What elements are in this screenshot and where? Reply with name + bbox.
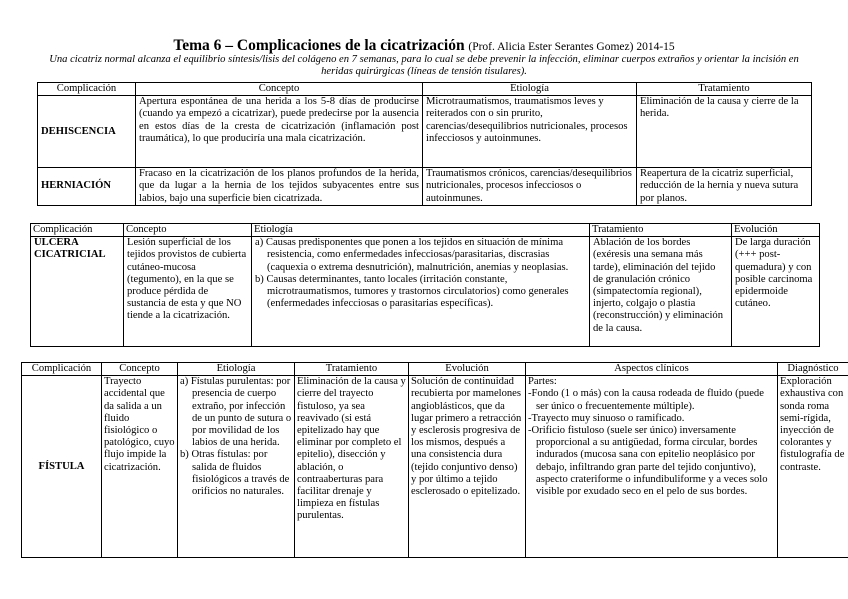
- table-row: [38, 168, 812, 206]
- tratamiento-cell: Eliminación de la causa y cierre de la herida.: [637, 96, 812, 168]
- header-concepto: Concepto: [136, 83, 423, 96]
- table-header-row: [31, 224, 820, 237]
- complication-name: ÚLCERA CICATRICIAL: [31, 237, 124, 347]
- etiologia-cell: [178, 376, 295, 558]
- table-row: [31, 237, 820, 347]
- etiologia-item-b: b) Causas determinantes, tanto locales (irritación constante, microtraumatismos, tumores y trastornos circulatorios) como generales (enfermedades infecciosas o parasitarias específicas).: [255, 273, 569, 310]
- header-tratamiento: Tratamiento: [590, 224, 732, 237]
- table-row: [38, 96, 812, 168]
- aspectos-item: -Trayecto muy sinuoso o ramificado.: [528, 412, 685, 424]
- table-fistula: [21, 362, 848, 558]
- aspectos-item: -Fondo (1 o más) con la causa rodeada de fluido (puede ser único o frecuentemente múltiple).: [528, 388, 764, 412]
- header-diagnostico: Diagnóstico: [778, 363, 848, 376]
- etiologia-cell: [252, 237, 590, 347]
- tratamiento-cell: Eliminación de la causa y cierre del trayecto fistuloso, ya sea reavivado (si está epitelizado hay que eliminar por completo el epitelio), disección y ablación, o contraaberturas para facilitar drenaje y limpieza en fístulas purulentas.: [295, 376, 409, 558]
- table-row: [22, 376, 848, 558]
- diagnostico-cell: Exploración exhaustiva con sonda roma semi-rígida, inyección de colorantes y fistulografía de contraste.: [778, 376, 848, 558]
- aspectos-intro: Partes:: [528, 376, 557, 388]
- header-complicacion: Complicación: [38, 83, 136, 96]
- etiologia-cell: Traumatismos crónicos, carencias/desequilibrios nutricionales, procesos infecciosos o autoinmunes.: [423, 168, 637, 206]
- header-concepto: Concepto: [102, 363, 178, 376]
- concepto-cell: Apertura espontánea de una herida a los 5-8 días de producirse (cuando ya empezó a cicatrizar), puede predecirse por la ausencia en estos días de la cresta de cicatrización (inflamación post traumática), lo que produciría una mala cicatrización.: [136, 96, 423, 168]
- etiologia-item-a: a) Causas predisponentes que ponen a los tejidos en situación de mínima resistencia, como enfermedades infecciosas/parasitarias, discrasias (caquexia o extrema desnutrición), malnutrición, anemias y neoplasias.: [255, 237, 569, 273]
- concepto-cell: Trayecto accidental que da salida a un fluido fisiológico o patológico, cuyo flujo impide la cicatrización.: [102, 376, 178, 558]
- etiologia-item-b: b) Otras fístulas: por salida de fluidos fisiológicos a través de orificios no naturales.: [180, 449, 290, 498]
- concepto-cell: Lesión superficial de los tejidos provistos de cubierta cutáneo-mucosa (tegumento), en la que se produce pérdida de sustancia de esta y que NO tiende a la cicatrización.: [124, 237, 252, 347]
- aspectos-item: -Orificio fistuloso (suele ser único) inversamente proporcional a su antigüedad, forma circular, bordes indurados (mucosa sana con epitelio neoplásico por debajo, infiltrando gran parte del tejido conjuntivo), aspecto crateriforme o infundibuliforme y a veces solo visible por exudado seco en el pelo de sus bordes.: [528, 425, 768, 498]
- concepto-cell: Fracaso en la cicatrización de los planos profundos de la herida, que da lugar a la hernia de los tejidos subyacentes entre sus labios, bajo una superficie bien cicatrizada.: [136, 168, 423, 206]
- table-dehiscencia-herniacion: [37, 82, 812, 206]
- title-text: Tema 6 – Complicaciones de la cicatrización: [173, 37, 465, 54]
- evolucion-cell: De larga duración (+++ post-quemadura) y con posible carcinoma epidermoide cutáneo.: [732, 237, 820, 347]
- table-header-row: [38, 83, 812, 96]
- page-title: [0, 38, 848, 55]
- complication-name: DEHISCENCIA: [38, 96, 136, 168]
- table-ulcera: [30, 223, 820, 347]
- header-tratamiento: Tratamiento: [295, 363, 409, 376]
- complication-name: FÍSTULA: [22, 376, 102, 558]
- aspectos-clinicos-cell: [526, 376, 778, 558]
- author-text: (Prof. Alicia Ester Serantes Gomez) 2014-15: [468, 41, 675, 53]
- header-tratamiento: Tratamiento: [637, 83, 812, 96]
- header-evolucion: Evolución: [732, 224, 820, 237]
- etiologia-cell: Microtraumatismos, traumatismos leves y reiterados con o sin prurito, carencias/desequilibrios nutricionales, procesos infecciosos y autoinmunes.: [423, 96, 637, 168]
- tratamiento-cell: Reapertura de la cicatriz superficial, reducción de la hernia y nueva sutura por planos.: [637, 168, 812, 206]
- tratamiento-cell: Ablación de los bordes (exéresis una semana más tarde), eliminación del tejido de granulación crónico (simpatectomía regional), injerto, colgajo o plastia (reconstrucción) y eliminación de la causa.: [590, 237, 732, 347]
- header-aspectos-clinicos: Aspectos clínicos: [526, 363, 778, 376]
- etiologia-item-a: a) Fístulas purulentas: por presencia de cuerpo extraño, por infección de un punto de sutura o por movilidad de los labios de una herida.: [180, 376, 292, 449]
- header-evolucion: Evolución: [409, 363, 526, 376]
- header-complicacion: Complicación: [31, 224, 124, 237]
- header-complicacion: Complicación: [22, 363, 102, 376]
- subtitle: Una cicatriz normal alcanza el equilibrio síntesis/lisis del colágeno en 7 semanas, para lo cual se debe prevenir la infección, eliminar cuerpos extraños y orientar la incisión en heridas quirúrgicas (líneas de tensión tisulares).: [49, 54, 799, 77]
- header-etiologia: Etiología: [252, 224, 590, 237]
- header-etiologia: Etiología: [178, 363, 295, 376]
- header-etiologia: Etiología: [423, 83, 637, 96]
- header-concepto: Concepto: [124, 224, 252, 237]
- evolucion-cell: Solución de continuidad recubierta por mamelones angioblásticos, que da lugar primero a retracción y esclerosis progresiva de los mismos, después a una consistencia dura (tejido conjuntivo denso) y por último a tejido esclerosado o epitelizado.: [409, 376, 526, 558]
- table-header-row: [22, 363, 848, 376]
- complication-name: HERNIACIÓN: [38, 168, 136, 206]
